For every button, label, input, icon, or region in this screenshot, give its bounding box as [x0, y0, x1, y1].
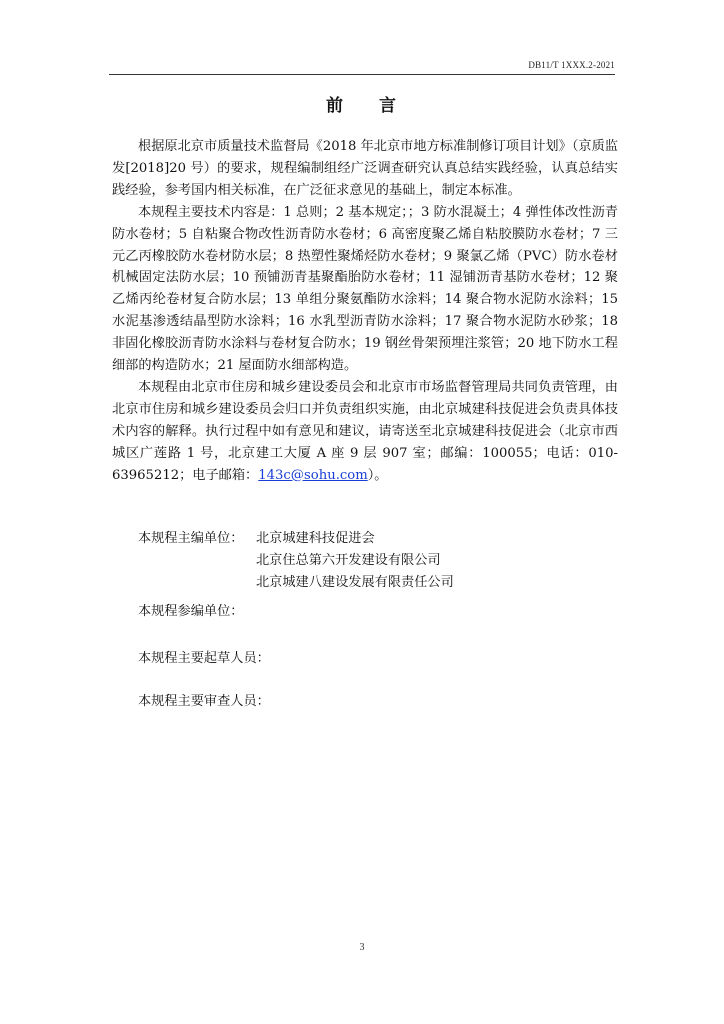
- chief-editor-unit: 北京城建科技促进会: [256, 531, 375, 546]
- header-rule: [109, 74, 615, 75]
- chief-editor-label: 本规程主编单位：: [138, 531, 244, 546]
- management-text-end: ）。: [367, 467, 388, 483]
- paragraph-technical-contents: 本规程主要技术内容是：1 总则；2 基本规定；；3 防水混凝土；4 弹性体改性沥青防水卷材；5 自粘聚合物改性沥青防水卷材；6 高密度聚乙烯自粘胶膜防水卷材；7 三元乙丙橡胶防水卷材防水层；8 热塑性聚烯烃防水卷材；9 聚氯乙烯（PVC）防水卷材机械固定法防水层；10 预铺沥青基聚酯胎防水卷材；11 湿铺沥青基防水卷材；12 聚乙烯丙纶卷材复合防水层；13 单组分聚氨酯防水涂料；14 聚合物水泥防水涂料；15 水泥基渗透结晶型防水涂料；16 水乳型沥青防水涂料；17 聚合物水泥防水砂浆；18 非固化橡胶沥青防水涂料与卷材复合防水；19 钢丝骨架预埋注浆管；20 地下防水工程细部的构造防水；21 屋面防水细部构造。: [112, 204, 618, 374]
- email-link[interactable]: 143c@sohu.com: [258, 467, 368, 483]
- paragraph-plan-basis: 根据原北京市质量技术监督局《2018 年北京市地方标准制修订项目计划》（京质监发[2018]20 号）的要求，规程编制组经广泛调查研究认真总结实践经验，认真总结实践经验，参考国内相关标准，在广泛征求意见的基础上，制定本标准。: [112, 139, 618, 198]
- chief-editor-unit: 北京城建八建设发展有限责任公司: [256, 574, 454, 590]
- page-title: [0, 91, 724, 116]
- preface-body: [112, 136, 618, 487]
- reviewers-label: 本规程主要审查人员：: [138, 694, 270, 709]
- drafters-label: 本规程主要起草人员：: [138, 651, 270, 666]
- paragraph-management: [112, 377, 618, 487]
- title-char-2: 言: [379, 96, 398, 116]
- title-char-1: 前: [326, 96, 345, 116]
- associate-units-label: 本规程参编单位：: [138, 604, 244, 619]
- chief-editor-units: [138, 528, 454, 594]
- chief-editor-unit: 北京住总第六开发建设有限公司: [256, 552, 441, 568]
- chief-editor-list: [256, 528, 454, 594]
- management-text: 本规程由北京市住房和城乡建设委员会和北京市市场监督管理局共同负责管理，由北京市住房和城乡建设委员会归口并负责组织实施，由北京城建科技促进会负责具体技术内容的解释。执行过程中如有意见和建议，请寄送至北京城建科技促进会（北京市西城区广莲路 1 号，北京建工大厦 A 座 9 层 907 室；邮编：100055；电话：010-63965212；电子邮箱：: [112, 379, 618, 483]
- page-number: 3: [359, 942, 365, 953]
- document-code: DB11/T 1XXX.2-2021: [528, 60, 615, 70]
